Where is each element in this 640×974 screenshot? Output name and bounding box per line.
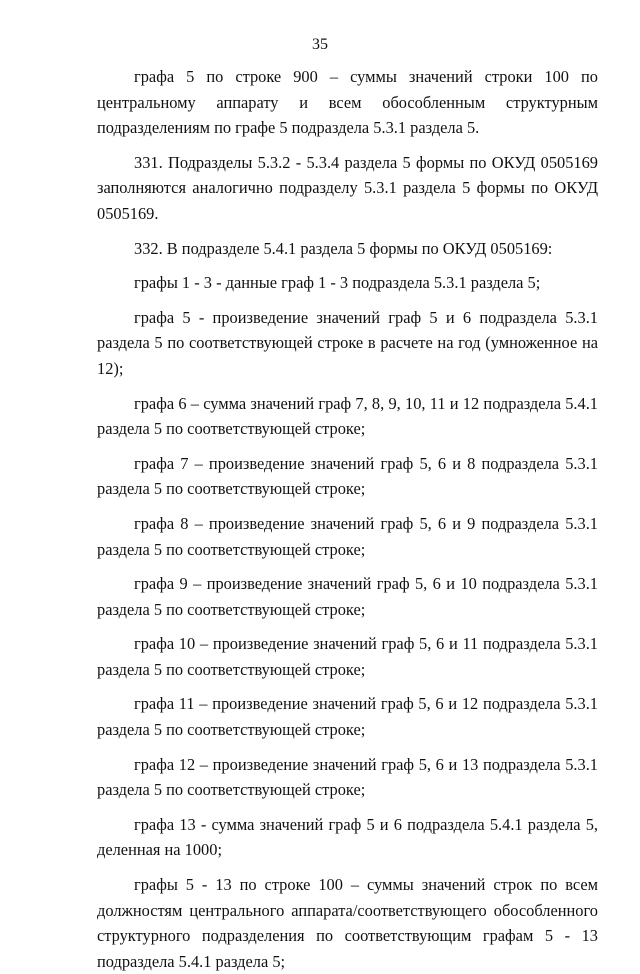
paragraph-column-10: графа 10 – произведение значений граф 5, 6 и 11 подраздела 5.3.1 раздела 5 по соответствующей строке; [97,634,598,679]
paragraph-column-9: графа 9 – произведение значений граф 5, 6 и 10 подраздела 5.3.1 раздела 5 по соответствующей строке; [97,574,598,619]
paragraph-column-13: графа 13 - сумма значений граф 5 и 6 подраздела 5.4.1 раздела 5, деленная на 1000; [97,814,598,860]
paragraph-line-900: графа 5 по строке 900 – суммы значений строки 100 по центральному аппарату и всем обособленным структурным подразделениям по графе 5 подраздела 5.3.1 раздела 5. [97,67,598,138]
paragraph-column-12: графа 12 – произведение значений граф 5, 6 и 13 подраздела 5.3.1 раздела 5 по соответствующей строке; [97,754,598,800]
paragraph-332: 332. В подразделе 5.4.1 раздела 5 формы по ОКУД 0505169: [134,238,553,258]
paragraph-column-6: графа 6 – сумма значений граф 7, 8, 9, 10, 11 и 12 подраздела 5.4.1 раздела 5 по соответствующей строке; [97,393,598,439]
paragraph-columns-1-3: графы 1 - 3 - данные граф 1 - 3 подраздела 5.3.1 раздела 5; [134,273,541,293]
paragraph-columns-5-13-line-100: графы 5 - 13 по строке 100 – суммы значений строк по всем должностям центрального аппарата/соответствующего обособленного структурного подразделения по соответствующим графам 5 - 13 подраздела 5.4.1 раздела 5; [97,875,598,971]
paragraph-column-11: графа 11 – произведение значений граф 5, 6 и 12 подраздела 5.3.1 раздела 5 по соответствующей строке; [97,694,598,740]
page-number: 35 [312,36,328,53]
paragraph-column-7: графа 7 – произведение значений граф 5, 6 и 8 подраздела 5.3.1 раздела 5 по соответствующей строке; [97,453,598,499]
paragraph-column-8: графа 8 – произведение значений граф 5, 6 и 9 подраздела 5.3.1 раздела 5 по соответствующей строке; [97,513,598,559]
document-body [97,64,598,974]
paragraph-331: 331. Подразделы 5.3.2 - 5.3.4 раздела 5 формы по ОКУД 0505169 заполняются аналогично подразделу 5.3.1 раздела 5 формы по ОКУД 0505169. [97,152,598,223]
paragraph-column-5: графа 5 - произведение значений граф 5 и 6 подраздела 5.3.1 раздела 5 по соответствующей строке в расчете на год (умноженное на 12); [97,307,598,378]
